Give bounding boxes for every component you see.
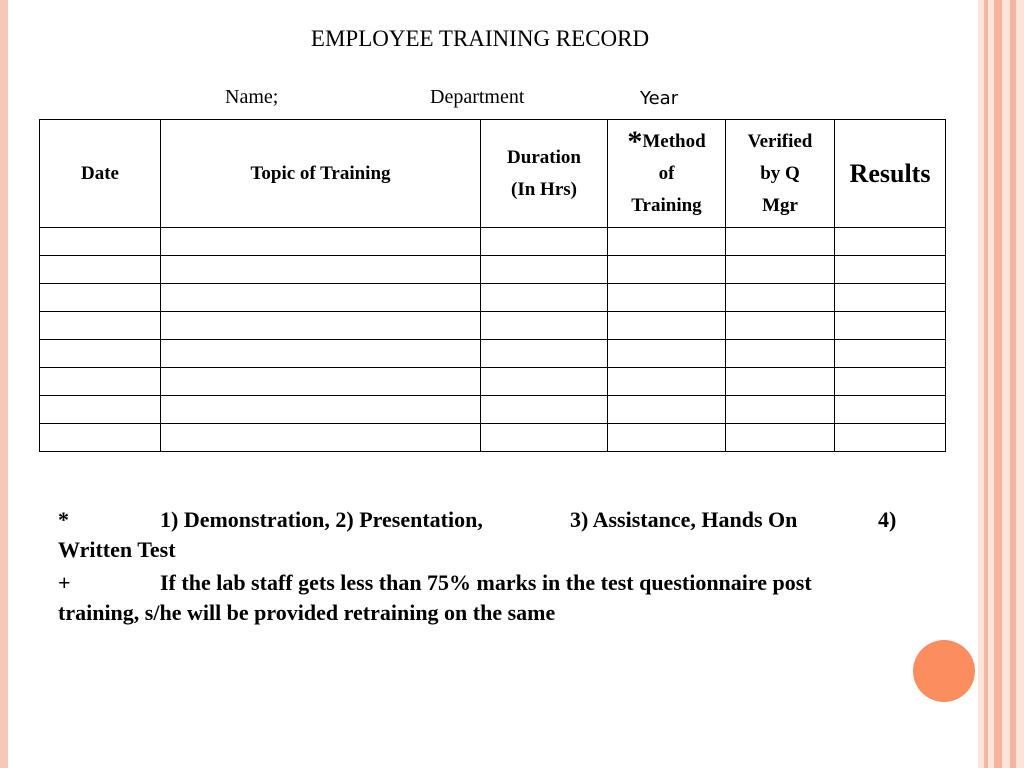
table-cell[interactable] xyxy=(608,312,726,340)
table-cell[interactable] xyxy=(161,256,481,284)
table-body xyxy=(40,228,946,452)
table-cell[interactable] xyxy=(161,312,481,340)
left-frame-bar xyxy=(0,0,8,768)
table-cell[interactable] xyxy=(608,396,726,424)
table-cell[interactable] xyxy=(726,368,835,396)
table-cell[interactable] xyxy=(726,340,835,368)
table-cell[interactable] xyxy=(481,340,608,368)
table-cell[interactable] xyxy=(40,284,161,312)
table-cell[interactable] xyxy=(40,396,161,424)
table-cell[interactable] xyxy=(40,312,161,340)
table-cell[interactable] xyxy=(481,228,608,256)
page-title: EMPLOYEE TRAINING RECORD xyxy=(310,26,650,51)
table-cell[interactable] xyxy=(726,256,835,284)
table-cell[interactable] xyxy=(481,368,608,396)
table-cell[interactable] xyxy=(40,340,161,368)
table-row xyxy=(40,424,946,452)
table-cell[interactable] xyxy=(726,284,835,312)
table-cell[interactable] xyxy=(835,312,946,340)
table-cell[interactable] xyxy=(40,368,161,396)
department-label: Department xyxy=(430,86,525,108)
right-frame-stripe xyxy=(1010,0,1016,768)
table-cell[interactable] xyxy=(726,312,835,340)
table-cell[interactable] xyxy=(161,228,481,256)
right-frame-stripe xyxy=(994,0,1002,768)
table-row xyxy=(40,396,946,424)
table-cell[interactable] xyxy=(608,368,726,396)
table-cell[interactable] xyxy=(161,396,481,424)
table-cell[interactable] xyxy=(481,424,608,452)
training-record-table xyxy=(39,119,946,452)
table-cell[interactable] xyxy=(608,256,726,284)
table-cell[interactable] xyxy=(835,396,946,424)
right-frame-stripe xyxy=(984,0,988,768)
table-cell[interactable] xyxy=(481,256,608,284)
header-verified: Verified by Q Mgr xyxy=(726,120,835,228)
table-cell[interactable] xyxy=(608,340,726,368)
table-cell[interactable] xyxy=(608,284,726,312)
table-cell[interactable] xyxy=(481,284,608,312)
asterisk-marker: * xyxy=(627,124,643,158)
method-option-4-text: Written Test xyxy=(58,537,176,562)
retraining-line-2: training, s/he will be provided retraining on the same xyxy=(58,600,556,625)
table-cell[interactable] xyxy=(726,424,835,452)
table-cell[interactable] xyxy=(608,424,726,452)
header-date: Date xyxy=(40,120,161,228)
table-cell[interactable] xyxy=(726,228,835,256)
retraining-note xyxy=(58,566,938,630)
table-row xyxy=(40,368,946,396)
year-label: Year xyxy=(640,88,679,109)
header-topic: Topic of Training xyxy=(161,120,481,228)
asterisk-symbol: * xyxy=(58,507,69,532)
table-cell[interactable] xyxy=(40,424,161,452)
table-row xyxy=(40,256,946,284)
table-cell[interactable] xyxy=(835,284,946,312)
table-row xyxy=(40,284,946,312)
table-cell[interactable] xyxy=(161,368,481,396)
header-method: *Method of Training xyxy=(608,120,726,228)
table-row xyxy=(40,228,946,256)
method-options-1-2: 1) Demonstration, 2) Presentation, xyxy=(160,507,483,532)
header-results: Results xyxy=(835,120,946,228)
retraining-line-1: If the lab staff gets less than 75% marks in the test questionnaire post xyxy=(160,570,812,595)
table-cell[interactable] xyxy=(161,284,481,312)
table-cell[interactable] xyxy=(835,228,946,256)
table-cell[interactable] xyxy=(40,256,161,284)
table-cell[interactable] xyxy=(481,312,608,340)
table-row xyxy=(40,312,946,340)
table-cell[interactable] xyxy=(40,228,161,256)
table-header-row xyxy=(40,120,946,228)
table-cell[interactable] xyxy=(161,340,481,368)
plus-symbol: + xyxy=(58,570,71,595)
table-cell[interactable] xyxy=(835,256,946,284)
table-cell[interactable] xyxy=(161,424,481,452)
header-duration: Duration (In Hrs) xyxy=(481,120,608,228)
table-cell[interactable] xyxy=(481,396,608,424)
table-cell[interactable] xyxy=(835,340,946,368)
table-row xyxy=(40,340,946,368)
table-cell[interactable] xyxy=(726,396,835,424)
table-cell[interactable] xyxy=(835,368,946,396)
table-cell[interactable] xyxy=(835,424,946,452)
decorative-circle xyxy=(913,640,975,702)
method-option-4-number: 4) xyxy=(878,507,897,532)
table-cell[interactable] xyxy=(608,228,726,256)
name-label: Name; xyxy=(225,86,279,108)
method-option-3: 3) Assistance, Hands On xyxy=(570,507,798,532)
method-legend xyxy=(58,505,938,565)
